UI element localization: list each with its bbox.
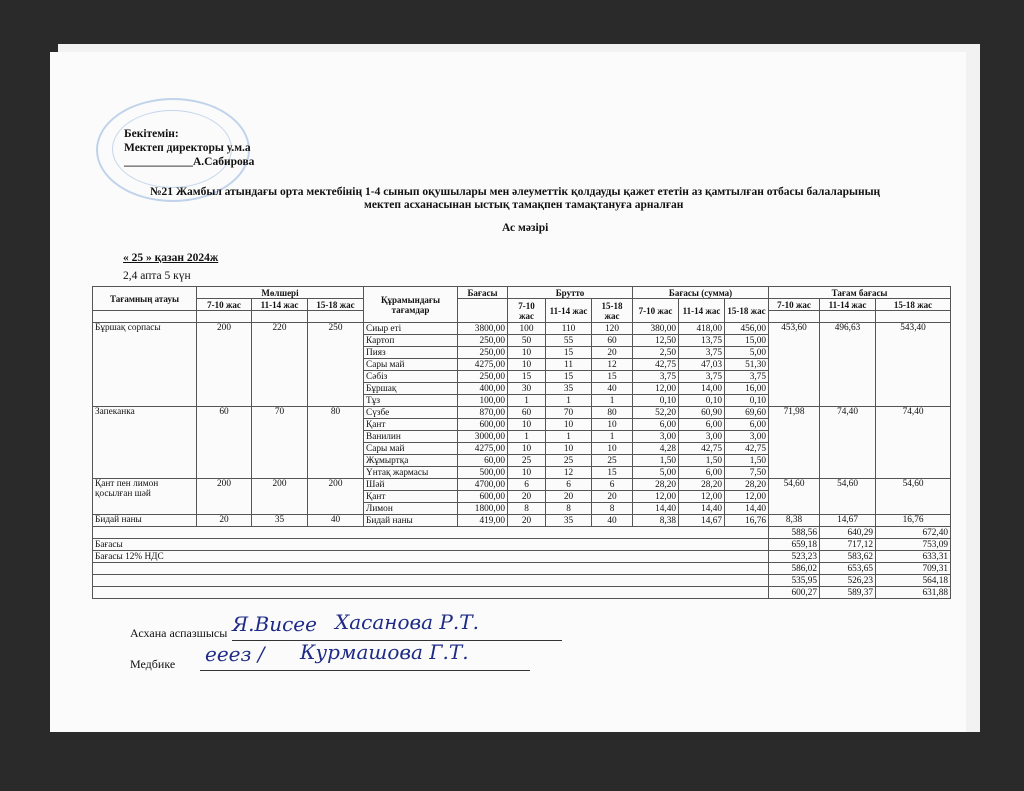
- ingredient-cell: 6: [592, 479, 633, 491]
- dish-amount: 60: [197, 407, 252, 479]
- ingredient-cell: 11: [546, 359, 592, 371]
- header-sum: Бағасы (сумма): [633, 287, 769, 299]
- ingredient-cell: Лимон: [364, 503, 458, 515]
- ingredient-cell: 5,00: [633, 467, 679, 479]
- ingredient-cell: 100: [508, 323, 546, 335]
- header-meal-age-2: 11-14 жас: [820, 299, 876, 311]
- header-amount-blank-1: [197, 311, 252, 323]
- title-line-2: мектеп асханасынан ыстық тамақпен тамақтануға арналған: [364, 199, 684, 211]
- header-brutto-age-1: 7-10 жас: [508, 299, 546, 323]
- ingredient-cell: Сары май: [364, 359, 458, 371]
- menu-title: Ас мәзірі: [502, 222, 549, 234]
- ingredient-cell: 600,00: [458, 491, 508, 503]
- dish-amount: 200: [197, 479, 252, 515]
- dish-amount: 80: [308, 407, 364, 479]
- ingredient-cell: Қант: [364, 419, 458, 431]
- ingredient-cell: 3,75: [725, 371, 769, 383]
- ingredient-cell: 400,00: [458, 383, 508, 395]
- summary-label: [93, 563, 769, 575]
- ingredient-cell: 55: [546, 335, 592, 347]
- title-line-1: №21 Жамбыл атындағы орта мектебінің 1-4 сынып оқушылары мен әлеуметтік қолдауды қажет ететін аз қамтылған отбасы балаларының: [150, 186, 881, 198]
- ingredient-cell: 20: [508, 515, 546, 527]
- ingredient-cell: 1,50: [633, 455, 679, 467]
- ingredient-cell: 3800,00: [458, 323, 508, 335]
- summary-label: Бағасы 12% НДС: [93, 551, 769, 563]
- ingredient-cell: 250,00: [458, 335, 508, 347]
- ingredient-cell: 28,20: [725, 479, 769, 491]
- ingredient-cell: 1: [546, 431, 592, 443]
- ingredient-cell: 16,00: [725, 383, 769, 395]
- ingredient-cell: 42,75: [725, 443, 769, 455]
- ingredient-cell: 12,50: [633, 335, 679, 347]
- ingredient-cell: 6,00: [725, 419, 769, 431]
- meal-total: 8,38: [769, 515, 820, 527]
- header-amount: Мөлшері: [197, 287, 364, 299]
- ingredient-cell: 8: [592, 503, 633, 515]
- header-meal-age-1: 7-10 жас: [769, 299, 820, 311]
- dish-amount: 200: [308, 479, 364, 515]
- summary-value: 633,31: [876, 551, 951, 563]
- ingredient-cell: 3,00: [725, 431, 769, 443]
- ingredient-cell: 0,10: [679, 395, 725, 407]
- header-sum-age-2: 11-14 жас: [679, 299, 725, 323]
- ingredient-cell: 10: [508, 443, 546, 455]
- table-row: [93, 515, 951, 527]
- dish-amount: 200: [252, 479, 308, 515]
- ingredient-cell: 10: [508, 359, 546, 371]
- ingredient-cell: 16,76: [725, 515, 769, 527]
- header-amount-age-3: 15-18 жас: [308, 299, 364, 311]
- summary-value: 535,95: [769, 575, 820, 587]
- ingredient-cell: 6,00: [679, 419, 725, 431]
- ingredient-cell: 0,10: [633, 395, 679, 407]
- ingredient-cell: 456,00: [725, 323, 769, 335]
- summary-row: [93, 551, 951, 563]
- summary-value: 564,18: [876, 575, 951, 587]
- header-price: Бағасы: [458, 287, 508, 299]
- ingredient-cell: 70: [546, 407, 592, 419]
- ingredient-cell: Тұз: [364, 395, 458, 407]
- ingredient-cell: 12: [592, 359, 633, 371]
- ingredient-cell: 3,00: [633, 431, 679, 443]
- ingredient-cell: 69,60: [725, 407, 769, 419]
- summary-value: 589,37: [820, 587, 876, 599]
- ingredient-cell: 110: [546, 323, 592, 335]
- ingredient-cell: 6,00: [679, 467, 725, 479]
- nurse-name-signature: Курмашова Г.Т.: [300, 640, 469, 664]
- summary-value: 588,56: [769, 527, 820, 539]
- ingredient-cell: Ванилин: [364, 431, 458, 443]
- ingredient-cell: Қант: [364, 491, 458, 503]
- approval-block: [124, 127, 254, 169]
- ingredient-cell: Бұршақ: [364, 383, 458, 395]
- ingredient-cell: 3,75: [633, 371, 679, 383]
- ingredient-cell: 3,00: [679, 431, 725, 443]
- ingredient-cell: 4700,00: [458, 479, 508, 491]
- ingredient-cell: 250,00: [458, 347, 508, 359]
- ingredient-cell: 600,00: [458, 419, 508, 431]
- ingredient-cell: 14,00: [679, 383, 725, 395]
- menu-date: « 25 » қазан 2024ж: [123, 252, 219, 264]
- ingredient-cell: 28,20: [633, 479, 679, 491]
- ingredient-cell: 7,50: [725, 467, 769, 479]
- ingredient-cell: 12,00: [679, 491, 725, 503]
- header-dish-blank: [93, 311, 197, 323]
- ingredient-cell: 20: [546, 491, 592, 503]
- ingredient-cell: Пияз: [364, 347, 458, 359]
- ingredient-cell: 25: [508, 455, 546, 467]
- header-meal-blank-1: [769, 311, 820, 323]
- header-dish: Тағамның атауы: [93, 287, 197, 311]
- dish-amount: 20: [197, 515, 252, 527]
- ingredient-cell: 35: [546, 515, 592, 527]
- approval-line-2: Мектеп директоры у.м.а: [124, 142, 251, 154]
- dish-name: Бұршақ сорпасы: [93, 323, 197, 407]
- header-amount-blank-2: [252, 311, 308, 323]
- ingredient-cell: 3,75: [679, 371, 725, 383]
- meal-total: 496,63: [820, 323, 876, 407]
- header-brutto-age-3: 15-18 жас: [592, 299, 633, 323]
- summary-row: [93, 563, 951, 575]
- table-row: [93, 323, 951, 335]
- summary-value: 586,02: [769, 563, 820, 575]
- ingredient-cell: 10: [592, 443, 633, 455]
- dish-amount: 35: [252, 515, 308, 527]
- meal-total: 453,60: [769, 323, 820, 407]
- ingredient-cell: 15: [508, 371, 546, 383]
- ingredient-cell: 12,00: [725, 491, 769, 503]
- ingredient-cell: Сәбіз: [364, 371, 458, 383]
- summary-value: 640,29: [820, 527, 876, 539]
- dish-name: Қант пен лимон қосылған шәй: [93, 479, 197, 515]
- ingredient-cell: 25: [592, 455, 633, 467]
- ingredient-cell: Үнтақ жармасы: [364, 467, 458, 479]
- nurse-signature-line: [200, 670, 530, 671]
- ingredient-cell: Сүзбе: [364, 407, 458, 419]
- ingredient-cell: Сары май: [364, 443, 458, 455]
- ingredient-cell: 6,00: [633, 419, 679, 431]
- ingredient-cell: 15,00: [725, 335, 769, 347]
- summary-value: 672,40: [876, 527, 951, 539]
- ingredient-cell: Шәй: [364, 479, 458, 491]
- nurse-initials-signature: ееез /: [205, 642, 265, 666]
- ingredient-cell: 15: [592, 467, 633, 479]
- cook-initials-signature: Я.Висее: [232, 612, 317, 636]
- ingredient-cell: 3,75: [679, 347, 725, 359]
- ingredient-cell: 50: [508, 335, 546, 347]
- ingredient-cell: 870,00: [458, 407, 508, 419]
- ingredient-cell: 1: [546, 395, 592, 407]
- ingredient-cell: 35: [546, 383, 592, 395]
- summary-value: 709,31: [876, 563, 951, 575]
- ingredient-cell: 20: [592, 491, 633, 503]
- summary-value: 583,62: [820, 551, 876, 563]
- ingredient-cell: 13,75: [679, 335, 725, 347]
- ingredient-cell: 40: [592, 383, 633, 395]
- summary-label: [93, 575, 769, 587]
- table-row: [93, 407, 951, 419]
- meal-total: 74,40: [876, 407, 951, 479]
- cook-label: Асхана аспазшысы: [130, 626, 228, 640]
- ingredient-cell: 15: [546, 347, 592, 359]
- dish-amount: 70: [252, 407, 308, 479]
- ingredient-cell: 20: [508, 491, 546, 503]
- dish-amount: 220: [252, 323, 308, 407]
- header-meal-blank-3: [876, 311, 951, 323]
- ingredient-cell: 10: [508, 467, 546, 479]
- ingredient-cell: 40: [592, 515, 633, 527]
- ingredient-cell: Бидай наны: [364, 515, 458, 527]
- table-row: [93, 479, 951, 491]
- ingredient-cell: 20: [592, 347, 633, 359]
- summary-row: [93, 539, 951, 551]
- ingredient-cell: 10: [508, 419, 546, 431]
- ingredient-cell: 80: [592, 407, 633, 419]
- ingredient-cell: 250,00: [458, 371, 508, 383]
- menu-table: [92, 286, 951, 599]
- ingredient-cell: 10: [546, 443, 592, 455]
- header-sum-age-3: 15-18 жас: [725, 299, 769, 323]
- ingredient-cell: 1: [508, 431, 546, 443]
- summary-value: 526,23: [820, 575, 876, 587]
- ingredient-cell: 14,67: [679, 515, 725, 527]
- summary-label: [93, 527, 769, 539]
- menu-table-body: [93, 323, 951, 599]
- summary-value: 600,27: [769, 587, 820, 599]
- header-meal-blank-2: [820, 311, 876, 323]
- summary-label: [93, 587, 769, 599]
- ingredient-cell: 10: [508, 347, 546, 359]
- approval-line-3: ____________А.Сабирова: [124, 156, 255, 168]
- ingredient-cell: 418,00: [679, 323, 725, 335]
- ingredient-cell: 12,00: [633, 491, 679, 503]
- ingredient-cell: 1: [592, 395, 633, 407]
- ingredient-cell: 120: [592, 323, 633, 335]
- ingredient-cell: 52,20: [633, 407, 679, 419]
- ingredient-cell: 500,00: [458, 467, 508, 479]
- ingredient-cell: 0,10: [725, 395, 769, 407]
- ingredient-cell: 60: [508, 407, 546, 419]
- header-amount-blank-3: [308, 311, 364, 323]
- ingredient-cell: 42,75: [679, 443, 725, 455]
- ingredient-cell: 3000,00: [458, 431, 508, 443]
- meal-total: 54,60: [769, 479, 820, 515]
- meal-total: 54,60: [876, 479, 951, 515]
- header-amount-age-1: 7-10 жас: [197, 299, 252, 311]
- ingredient-cell: 8: [508, 503, 546, 515]
- ingredient-cell: 14,40: [725, 503, 769, 515]
- header-sum-age-1: 7-10 жас: [633, 299, 679, 323]
- ingredient-cell: 1: [508, 395, 546, 407]
- ingredient-cell: 28,20: [679, 479, 725, 491]
- ingredient-cell: Жұмыртқа: [364, 455, 458, 467]
- ingredient-cell: 25: [546, 455, 592, 467]
- ingredient-cell: 8,38: [633, 515, 679, 527]
- meal-total: 71,98: [769, 407, 820, 479]
- ingredient-cell: 4275,00: [458, 359, 508, 371]
- ingredient-cell: 10: [546, 419, 592, 431]
- ingredient-cell: 14,40: [679, 503, 725, 515]
- header-meal-age-3: 15-18 жас: [876, 299, 951, 311]
- ingredient-cell: 5,00: [725, 347, 769, 359]
- dish-name: Бидай наны: [93, 515, 197, 527]
- ingredient-cell: 100,00: [458, 395, 508, 407]
- meal-total: 14,67: [820, 515, 876, 527]
- ingredient-cell: 15: [546, 371, 592, 383]
- ingredient-cell: 51,30: [725, 359, 769, 371]
- summary-value: 653,65: [820, 563, 876, 575]
- ingredient-cell: Сиыр еті: [364, 323, 458, 335]
- ingredient-cell: 2,50: [633, 347, 679, 359]
- nurse-label: Медбике: [130, 657, 176, 671]
- header-meal-price: Тағам бағасы: [769, 287, 951, 299]
- ingredient-cell: 14,40: [633, 503, 679, 515]
- summary-row: [93, 527, 951, 539]
- dish-name: Запеканка: [93, 407, 197, 479]
- meal-total: 74,40: [820, 407, 876, 479]
- ingredient-cell: 419,00: [458, 515, 508, 527]
- header-ingredients: Құрамындағы тағамдар: [364, 287, 458, 323]
- ingredient-cell: 30: [508, 383, 546, 395]
- ingredient-cell: 1800,00: [458, 503, 508, 515]
- ingredient-cell: 12,00: [633, 383, 679, 395]
- week-day: 2,4 апта 5 күн: [123, 270, 191, 282]
- header-price-blank: [458, 299, 508, 323]
- ingredient-cell: 60: [592, 335, 633, 347]
- ingredient-cell: 1,50: [679, 455, 725, 467]
- header-brutto: Брутто: [508, 287, 633, 299]
- summary-label: Бағасы: [93, 539, 769, 551]
- summary-value: 523,23: [769, 551, 820, 563]
- summary-row: [93, 575, 951, 587]
- ingredient-cell: 4,28: [633, 443, 679, 455]
- header-brutto-age-2: 11-14 жас: [546, 299, 592, 323]
- ingredient-cell: 60,00: [458, 455, 508, 467]
- summary-value: 717,12: [820, 539, 876, 551]
- ingredient-cell: 42,75: [633, 359, 679, 371]
- ingredient-cell: 10: [592, 419, 633, 431]
- summary-row: [93, 587, 951, 599]
- meal-total: 16,76: [876, 515, 951, 527]
- cook-name-signature: Хасанова Р.Т.: [335, 610, 479, 634]
- summary-value: 631,88: [876, 587, 951, 599]
- approval-line-1: Бекітемін:: [124, 128, 179, 140]
- meal-total: 54,60: [820, 479, 876, 515]
- ingredient-cell: 4275,00: [458, 443, 508, 455]
- ingredient-cell: 6: [546, 479, 592, 491]
- dish-amount: 200: [197, 323, 252, 407]
- ingredient-cell: 12: [546, 467, 592, 479]
- summary-value: 659,18: [769, 539, 820, 551]
- ingredient-cell: 380,00: [633, 323, 679, 335]
- ingredient-cell: 6: [508, 479, 546, 491]
- summary-value: 753,09: [876, 539, 951, 551]
- ingredient-cell: 1: [592, 431, 633, 443]
- ingredient-cell: 60,90: [679, 407, 725, 419]
- dish-amount: 40: [308, 515, 364, 527]
- ingredient-cell: 47,03: [679, 359, 725, 371]
- ingredient-cell: 8: [546, 503, 592, 515]
- dish-amount: 250: [308, 323, 364, 407]
- ingredient-cell: Картоп: [364, 335, 458, 347]
- ingredient-cell: 15: [592, 371, 633, 383]
- ingredient-cell: 1,50: [725, 455, 769, 467]
- meal-total: 543,40: [876, 323, 951, 407]
- header-amount-age-2: 11-14 жас: [252, 299, 308, 311]
